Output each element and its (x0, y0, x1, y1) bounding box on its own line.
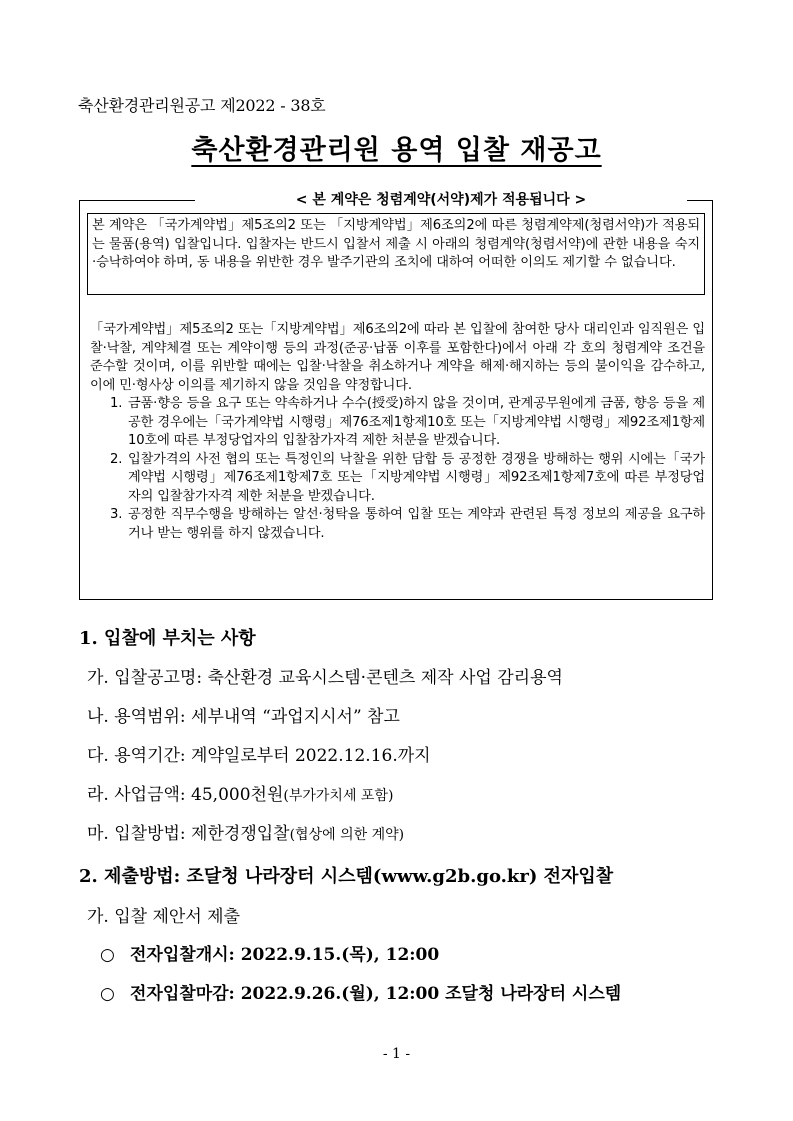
pledge-item-number: 2. (110, 451, 123, 467)
page-number: - 1 - (382, 1046, 411, 1062)
integrity-contract-box (79, 192, 713, 600)
item-note: (협상에 의한 계약) (289, 827, 405, 843)
circle-bullet-icon: ○ (100, 945, 115, 965)
pledge-item-text: 금품·향응 등을 요구 또는 약속하거나 수수(授受)하지 않을 것이며, 관계공무원에게 금품, 향응 등을 제공한 경우에는「국가계약법 시행령」제76조제1항제10호 또는「지방계약법 시행령」제92조제1항제10호에 따른 부정당업자의 입찰참가자격 제한 처분을 받겠습니다. (128, 396, 705, 448)
circle-bullet-icon: ○ (100, 984, 115, 1004)
section-1-item (87, 819, 404, 844)
pledge-list (90, 395, 705, 543)
notice-number: 축산환경관리원공고 제2022 - 38호 (78, 96, 326, 115)
item-text: 다. 용역기간: 계약일로부터 2022.12.16.까지 (87, 746, 431, 766)
page-title-text: 축산환경관리원 용역 입찰 재공고 (191, 135, 602, 166)
integrity-contract-header: < 본 계약은 청렴계약(서약)제가 적용됩니다 > (195, 189, 687, 209)
item-note: (부가가치세 포함) (283, 788, 394, 804)
pledge-text: 「국가계약법」제5조의2 또는「지방계약법」제6조의2에 따라 본 입찰에 참여한 당사 대리인과 임직원은 입찰·낙찰, 계약체결 또는 계약이행 등의 과정(준공·납품 이후를 포함한다)에서 아래 각 호의 청렴계약 조건을 준수할 것이며, 이를 위반할 때에는 입찰·낙찰을 취소하거나 계약을 해제·해지하는 등의 불이익을 감수하고, 이에 민·형사상 이의를 제기하지 않을 것임을 약정합니다. (90, 322, 705, 393)
section-1-item (87, 702, 400, 727)
pledge-item-number: 1. (110, 396, 123, 411)
bullet-text: 전자입찰마감: 2022.9.26.(월), 12:00 조달청 나라장터 시스템 (130, 984, 622, 1004)
integrity-contract-intro: 본 계약은 「국가계약법」제5조의2 또는 「지방계약법」제6조의2에 따른 청렴계약제(청렴서약)가 적용되는 물품(용역) 입찰입니다. 입찰자는 반드시 입찰서 제출 시 아래의 청렴계약(청렴서약)에 관한 내용을 숙지·승낙하여야 하며, 동 내용을 위반한 경우 발주기관의 조치에 대하여 어떠한 이의도 제기할 수 없습니다. (87, 213, 705, 295)
pledge-item-text: 입찰가격의 사전 협의 또는 특정인의 낙찰을 위한 담합 등 공정한 경쟁을 방해하는 행위 시에는「국가계약법 시행령」제76조제1항제7호 또는「지방계약법 시행령」제92조제1항제7호에 따른 부정당업자의 입찰참가자격 제한 처분을 받겠습니다. (128, 451, 705, 504)
pledge-item-number: 3. (110, 507, 123, 522)
page-title (0, 128, 793, 167)
schedule-bullet (100, 979, 621, 1004)
section-2-title: 2. 제출방법: 조달청 나라장터 시스템(www.g2b.go.kr) 전자입찰 (79, 866, 614, 887)
bullet-text: 전자입찰개시: 2022.9.15.(목), 12:00 (130, 945, 440, 965)
item-text: 마. 입찰방법: 제한경쟁입찰 (87, 824, 290, 844)
section-1-item (87, 741, 431, 766)
item-text: 나. 용역범위: 세부내역 “과업지시서” 참고 (87, 707, 400, 727)
section-2-subitem: 가. 입찰 제안서 제출 (87, 907, 240, 927)
schedule-bullet (100, 940, 439, 965)
pledge-item (90, 395, 705, 451)
pledge-item (90, 506, 705, 543)
pledge-item-text: 공정한 직무수행을 방해하는 알선·청탁을 통하여 입찰 또는 계약과 관련된 특정 정보의 제공을 요구하거나 받는 행위를 하지 않겠습니다. (128, 507, 705, 541)
section-1-item (87, 780, 393, 805)
item-text: 가. 입찰공고명: 축산환경 교육시스템·콘텐츠 제작 사업 감리용역 (87, 668, 563, 688)
item-text: 라. 사업금액: 45,000천원 (87, 785, 284, 805)
section-1-title: 1. 입찰에 부치는 사항 (79, 628, 256, 649)
pledge-item (90, 451, 705, 507)
integrity-pledge (90, 321, 705, 543)
section-1-item (87, 663, 563, 688)
